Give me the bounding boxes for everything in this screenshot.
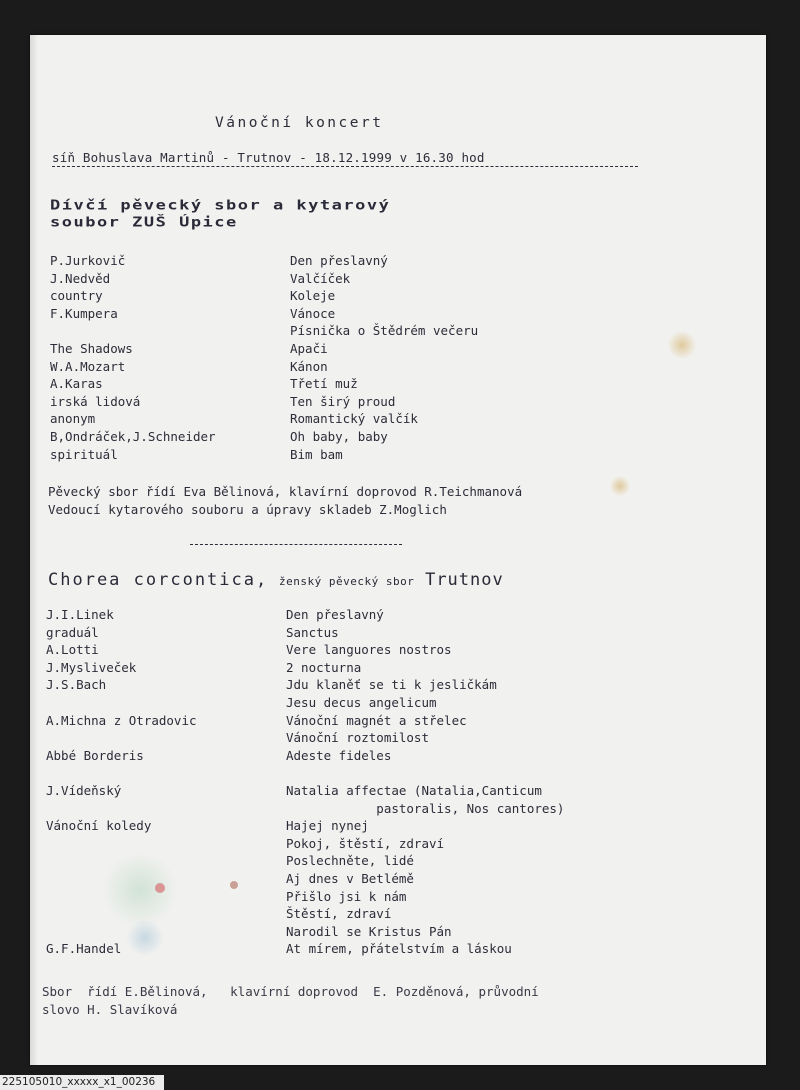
piece: pastoralis, Nos cantores) bbox=[286, 800, 565, 816]
composer: spirituál bbox=[50, 446, 118, 462]
composer: P.Jurkovič bbox=[50, 253, 126, 268]
composer: J.Nedvěd bbox=[50, 270, 111, 286]
composer bbox=[46, 764, 197, 782]
piece: Den přeslavný bbox=[290, 253, 388, 268]
divider-line bbox=[52, 166, 638, 167]
piece: Romantický valčík bbox=[290, 411, 418, 427]
composer bbox=[46, 835, 197, 853]
section1-note-line2: Vedoucí kytarového souboru a úpravy skladeb Z.Moglich bbox=[48, 502, 447, 517]
composer: F.Kumpera bbox=[50, 305, 118, 321]
piece: Apači bbox=[290, 340, 328, 356]
composer: A.Michna z Otradovic bbox=[46, 712, 197, 728]
composer: J.S.Bach bbox=[46, 677, 107, 693]
choir-city: Trutnov bbox=[425, 570, 504, 590]
composer: J.Vídeňský bbox=[46, 782, 122, 798]
piece: Natalia affectae (Natalia,Canticum bbox=[286, 782, 542, 798]
piece: Vánoční magnét a střelec bbox=[286, 712, 467, 728]
section-separator bbox=[190, 544, 402, 545]
composer: B,Ondráček,J.Schneider bbox=[50, 428, 216, 444]
section2-heading bbox=[48, 570, 504, 590]
piece: Narodil se Kristus Pán bbox=[286, 923, 452, 939]
composer bbox=[50, 322, 216, 340]
choir-description: ženský pěvecký sbor bbox=[278, 575, 415, 588]
composer: J.Mysliveček bbox=[46, 659, 137, 675]
composer: A.Karas bbox=[50, 376, 103, 392]
piece: Třetí muž bbox=[290, 376, 358, 392]
piece: Den přeslavný bbox=[286, 607, 384, 622]
piece: Písnička o Štědrém večeru bbox=[290, 323, 479, 339]
paper-stain bbox=[610, 475, 630, 497]
composer: Vánoční koledy bbox=[46, 818, 152, 834]
program-sheet bbox=[30, 35, 766, 1065]
composer bbox=[46, 694, 197, 712]
piece: Adeste fideles bbox=[286, 747, 392, 763]
piece bbox=[286, 764, 564, 782]
paper-fold bbox=[30, 35, 38, 1065]
composer: anonym bbox=[50, 411, 96, 427]
piece: Vánoce bbox=[290, 305, 336, 321]
composer bbox=[46, 923, 197, 941]
composer: irská lidová bbox=[50, 393, 141, 409]
piece: Vere languores nostros bbox=[286, 642, 452, 658]
piece: Sanctus bbox=[286, 624, 339, 640]
piece: Koleje bbox=[290, 288, 336, 304]
piece: Aj dnes v Betlémě bbox=[286, 870, 414, 886]
section1-note-line1: Pěvecký sbor řídí Eva Bělinová, klavírní doprovod R.Teichmanová bbox=[48, 484, 523, 499]
composer: graduál bbox=[46, 624, 99, 640]
venue-line: síň Bohuslava Martinů - Trutnov - 18.12.1999 v 16.30 hod bbox=[52, 150, 485, 165]
section1-pieces bbox=[290, 252, 478, 463]
composer: J.I.Linek bbox=[46, 607, 114, 622]
piece: Ten širý proud bbox=[290, 393, 396, 409]
composer bbox=[46, 800, 197, 818]
section2-note-line2: slovo H. Slavíková bbox=[42, 1002, 178, 1017]
concert-title: Vánoční koncert bbox=[215, 115, 384, 131]
paper-stain bbox=[668, 330, 696, 360]
section1-heading-line2: soubor ZUŠ Úpice bbox=[50, 215, 238, 231]
piece: Oh baby, baby bbox=[290, 428, 388, 444]
piece: Jesu decus angelicum bbox=[286, 694, 437, 710]
composer bbox=[46, 729, 197, 747]
section2-note-line1: Sbor řídí E.Bělinová, klavírní doprovod E. Pozděnová, průvodní bbox=[42, 984, 539, 999]
piece: Pokoj, štěstí, zdraví bbox=[286, 835, 445, 851]
section1-heading-line1: Dívčí pěvecký sbor a kytarový bbox=[50, 198, 391, 214]
composer: The Shadows bbox=[50, 340, 133, 356]
piece: Vánoční roztomilost bbox=[286, 730, 429, 746]
color-smudge bbox=[230, 881, 238, 889]
piece: Kánon bbox=[290, 358, 328, 374]
piece: At mírem, přátelstvím a láskou bbox=[286, 941, 512, 957]
section1-composers bbox=[50, 252, 216, 463]
piece: Valčíček bbox=[290, 270, 351, 286]
composer: W.A.Mozart bbox=[50, 358, 126, 374]
piece: Jdu klaněť se ti k jesličkám bbox=[286, 677, 497, 693]
piece: Bim bam bbox=[290, 446, 343, 462]
color-smudge bbox=[125, 920, 165, 955]
section2-pieces bbox=[286, 606, 564, 958]
piece: Štěstí, zdraví bbox=[286, 906, 392, 922]
color-smudge bbox=[155, 883, 165, 893]
color-smudge bbox=[100, 855, 180, 925]
composer: A.Lotti bbox=[46, 642, 99, 658]
piece: Hajej nynej bbox=[286, 818, 369, 834]
piece: Poslechněte, lidé bbox=[286, 853, 414, 869]
piece: Přišlo jsi k nám bbox=[286, 888, 407, 904]
archive-label: 225105010_xxxxx_x1_00236 bbox=[0, 1075, 164, 1090]
composer: Abbé Borderis bbox=[46, 747, 144, 763]
composer: country bbox=[50, 288, 103, 304]
composer: G.F.Handel bbox=[46, 941, 122, 957]
choir-name: Chorea corcontica, bbox=[48, 570, 269, 590]
piece: 2 nocturna bbox=[286, 659, 362, 675]
